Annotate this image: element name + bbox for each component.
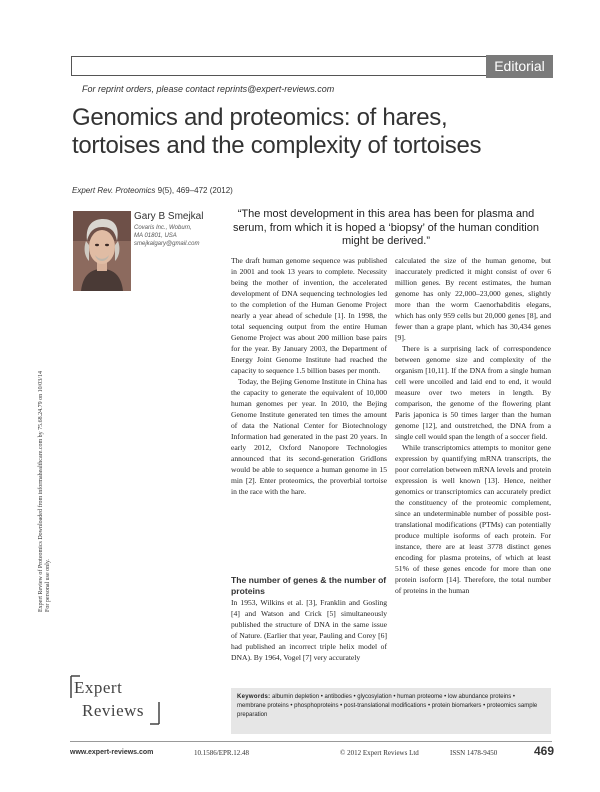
footer-copyright: © 2012 Expert Reviews Ltd	[340, 749, 419, 757]
section-label-tab: Editorial	[486, 55, 553, 78]
citation	[72, 186, 233, 195]
body-column-1	[231, 255, 387, 497]
body-paragraph: In 1953, Wilkins et al. [3], Franklin and Gosling [4] and Watson and Crick [5] simultaneously published the structure of DNA in the same issue of Nature. (Earlier that year, Pauling and Corey [6] had published an incorrect triple helix model of DNA). By 1964, Vogel [7] very accurately	[231, 598, 387, 662]
footer-issn: ISSN 1478-9450	[450, 749, 498, 757]
author-affiliation-line: Covaris Inc., Woburn,	[134, 225, 192, 231]
download-notice-line-2: For personal use only.	[45, 559, 51, 612]
pull-quote: “The most development in this area has been for plasma and serum, from which it is hoped a ‘biopsy’ of the human condition might be derived.”	[233, 208, 539, 247]
author-name: Gary B Smejkal	[134, 211, 204, 222]
body-paragraph: Today, the Bejing Genome Institute in China has the capacity to generate the equivalent of 10,000 human genomes per year. In 2010, the Bejing Genome Institute generated ten times the amount of data the National Center for Biotechnology Information had generated in the past 20 years. In early 2012, Oxford Nanopore Technologies announced that its second-generation GridIons would be able to sequence a human genome in 15 min [2]. Enter proteomics, the proverbial tortoise in the race with the hare.	[231, 377, 387, 496]
footer-website-link[interactable]: www.expert-reviews.com	[70, 749, 154, 756]
author-portrait-illustration	[73, 211, 131, 291]
author-affiliation-line: MA 01801, USA	[134, 233, 177, 239]
article-title	[72, 104, 552, 160]
section-heading: The number of genes & the number of proteins	[231, 575, 387, 596]
keywords-list: albumin depletion • antibodies • glycosylation • human proteome • low abundance proteins • membrane proteins • phosphoproteins • post-translational modifications • protein biomarkers • proteomics sample preparation	[237, 694, 538, 718]
body-paragraph: There is a surprising lack of correspondence between genome size and complexity of the organism [10,11]. If the DNA from a single human cell were uncoiled and laid end to end, it would measure over two meters in length. By comparison, the genome of the flowering plant Paris japonica is 50 times larger than the human genome [12], and outstretched, the DNA from a single cell would span the length of a soccer field.	[395, 344, 551, 441]
body-column-1-continued	[231, 597, 387, 663]
logo-word-expert: Expert	[74, 678, 123, 697]
citation-details: 9(5), 469–472 (2012)	[157, 186, 233, 195]
title-line-2: tortoises and the complexity of tortoises	[72, 132, 482, 159]
body-paragraph: While transcriptomics attempts to monitor gene expression by quantifying mRNA transcripts, the poor correlation between mRNA levels and protein expression is well known [13]. Hence, neither genomics or transcriptomics can accurately predict the constituency of the proteomic complement, since an undeterminable number of possible post-translational modifications (PTMs) can potentially produce multiple isoforms of each protein. For instance, there are at least 3778 distinct genes encoding for plasma proteins, of which at least 51% of these genes encode for more than one protein isoform [14]. Therefore, the total number of proteins in the human	[395, 443, 551, 595]
publisher-logo	[70, 674, 160, 726]
title-line-1: Genomics and proteomics: of hares,	[72, 104, 448, 131]
footer-divider	[70, 741, 552, 742]
author-email[interactable]: smejkalgary@gmail.com	[134, 241, 200, 247]
header-rule-box	[71, 56, 553, 76]
download-notice	[38, 240, 50, 612]
reprint-notice: For reprint orders, please contact reprints@expert-reviews.com	[82, 84, 335, 94]
keywords-label: Keywords:	[237, 694, 271, 700]
body-column-2	[395, 255, 551, 596]
page-number: 469	[534, 744, 555, 758]
body-paragraph: calculated the size of the human genome, but inaccurately predicted it might consist of over 6 million genes. By recent estimates, the human genome has only 22,000–23,000 genes, slightly more than the worm Caenorhabditis elegans, which has only 959 cells but 20,000 genes [8], and fewer than a grape plant, which has 30,434 genes [9].	[395, 256, 551, 342]
footer-doi: 10.1586/EPR.12.48	[194, 749, 250, 757]
body-paragraph: The draft human genome sequence was published in 2001 and took 13 years to complete. Necessity being the mother of invention, the accelerated development of DNA sequencing technologies led to the completion of the Human Genome Project nearly a year ahead of schedule [1]. In 1998, the total sequencing output from the entire Human Genome Project was about 200 million base pairs for the year. By January 2003, the Department of Energy Joint Genome Institute had reached the capacity to sequence 1.5 billion bases per month.	[231, 256, 387, 375]
logo-word-reviews: Reviews	[82, 701, 145, 720]
keywords-box	[231, 688, 551, 734]
author-photo	[73, 211, 131, 291]
citation-journal: Expert Rev. Proteomics	[72, 186, 156, 195]
download-notice-line-1: Expert Review of Proteomics Downloaded from informahealthcare.com by 75.68.24.79 on 10/03/14	[38, 371, 44, 612]
